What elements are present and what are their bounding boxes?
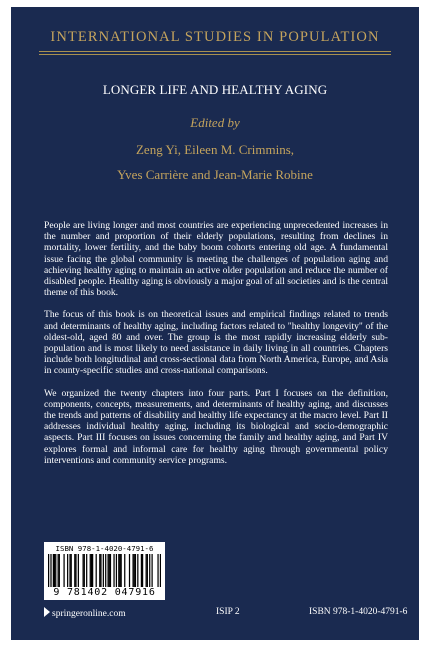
barcode-bar — [92, 554, 93, 587]
description-paragraph-3: We organized the twenty chapters into four parts. Part I focuses on the definition, components, concepts, measurements, and determinants of healthy aging, and discusses the trends and patterns of disability and healthy life expectancy at the macro level. Part II addresses individual healthy aging, including its biological and socio-demographic aspects. Part III focuses on issues concerning the family and healthy aging, and Part IV explores formal and informal care for healthy aging through governmental policy interventions and community service programs. — [44, 387, 388, 466]
barcode-bar — [50, 554, 51, 587]
barcode-bar — [67, 554, 68, 587]
barcode-bar — [82, 554, 83, 587]
barcode-bar — [78, 554, 79, 587]
barcode-bar — [84, 554, 85, 587]
barcode-bar — [91, 554, 92, 587]
barcode-bar — [121, 554, 122, 587]
barcode-bar — [58, 554, 59, 587]
description-paragraph-2: The focus of this book is on theoretical issues and empirical findings related to trends and determinants of healthy aging, including factors related to "healthy longevity" of the oldest-old, aged 80 and over. The group is the most rapidly increasing elderly sub-population and is most likely to need assistance in daily living in all countries. Chapters include both longitudinal and cross-sectional data from North America, Europe, and Asia in county-specific studies and cross-national comparisons. — [44, 309, 388, 377]
barcode-digits: 9 781402 047916 — [53, 587, 156, 598]
barcode-bar — [137, 554, 138, 587]
barcode-bar — [135, 554, 136, 587]
barcode-bar — [134, 554, 135, 587]
barcode-bar — [53, 554, 54, 587]
barcode-bar — [96, 554, 97, 587]
barcode-bar — [110, 554, 111, 587]
arrow-right-icon — [44, 607, 50, 617]
barcode-bar — [113, 554, 114, 587]
series-divider-bottom — [39, 54, 391, 55]
back-cover — [11, 7, 419, 640]
barcode-bar — [75, 554, 76, 587]
barcode-bar — [141, 554, 142, 587]
barcode-bar — [54, 554, 55, 587]
barcode-bar — [86, 554, 87, 587]
barcode-bar — [90, 554, 91, 587]
barcode-bar — [55, 554, 56, 587]
book-description — [44, 220, 388, 477]
isbn-barcode — [44, 542, 165, 600]
barcode-bar — [105, 554, 106, 587]
book-title: LONGER LIFE AND HEALTHY AGING — [102, 82, 328, 97]
barcode-bar — [149, 554, 150, 587]
publisher-website-text: springeronline.com — [52, 609, 126, 619]
barcode-bar — [132, 554, 133, 587]
barcode-bar — [71, 554, 72, 587]
barcode-bar — [142, 554, 143, 587]
barcode-bar — [116, 554, 117, 587]
editors-line-2: Yves Carrière and Jean-Marie Robine — [117, 167, 313, 182]
publisher-website — [44, 607, 126, 619]
barcode-bar — [48, 554, 49, 587]
barcode-bar — [103, 554, 104, 587]
barcode-bars — [48, 554, 161, 587]
barcode-bar — [59, 554, 60, 587]
series-divider-top — [39, 51, 391, 52]
barcode-isbn-text: ISBN 978-1-4020-4791-6 — [55, 544, 154, 553]
barcode-bar — [160, 554, 161, 587]
barcode-bar — [119, 554, 120, 587]
barcode-bar — [146, 554, 147, 587]
barcode-bar — [157, 554, 158, 587]
barcode-bar — [99, 554, 100, 587]
description-paragraph-1: People are living longer and most countries are experiencing unprecedented increases in the number and proportion of their elderly populations, resulting from declines in mortality, lower fertility, and the baby boom cohorts entering old age. A fundamental issue facing the global community is meeting the challenges of population aging and achieving healthy aging to maintain an active older population and reduce the number of disabled people. Healthy aging is obviously a major goal of all societies and is the central theme of this book. — [44, 220, 388, 299]
edited-by-label: Edited by — [190, 115, 240, 130]
series-number: ISIP 2 — [216, 607, 240, 617]
barcode-bar — [151, 554, 152, 587]
editors-line-1: Zeng Yi, Eileen M. Crimmins, — [135, 142, 295, 157]
barcode-bar — [129, 554, 130, 587]
barcode-bar — [100, 554, 101, 587]
series-title: INTERNATIONAL STUDIES IN POPULATION — [50, 29, 380, 45]
barcode-bar — [147, 554, 148, 587]
barcode-bar — [109, 554, 110, 587]
barcode-bar — [107, 554, 108, 587]
barcode-bar — [63, 554, 64, 587]
barcode-bar — [118, 554, 119, 587]
isbn-number: ISBN 978-1-4020-4791-6 — [309, 607, 408, 617]
barcode-bar — [124, 554, 125, 587]
barcode-bar — [69, 554, 70, 587]
barcode-bar — [74, 554, 75, 587]
